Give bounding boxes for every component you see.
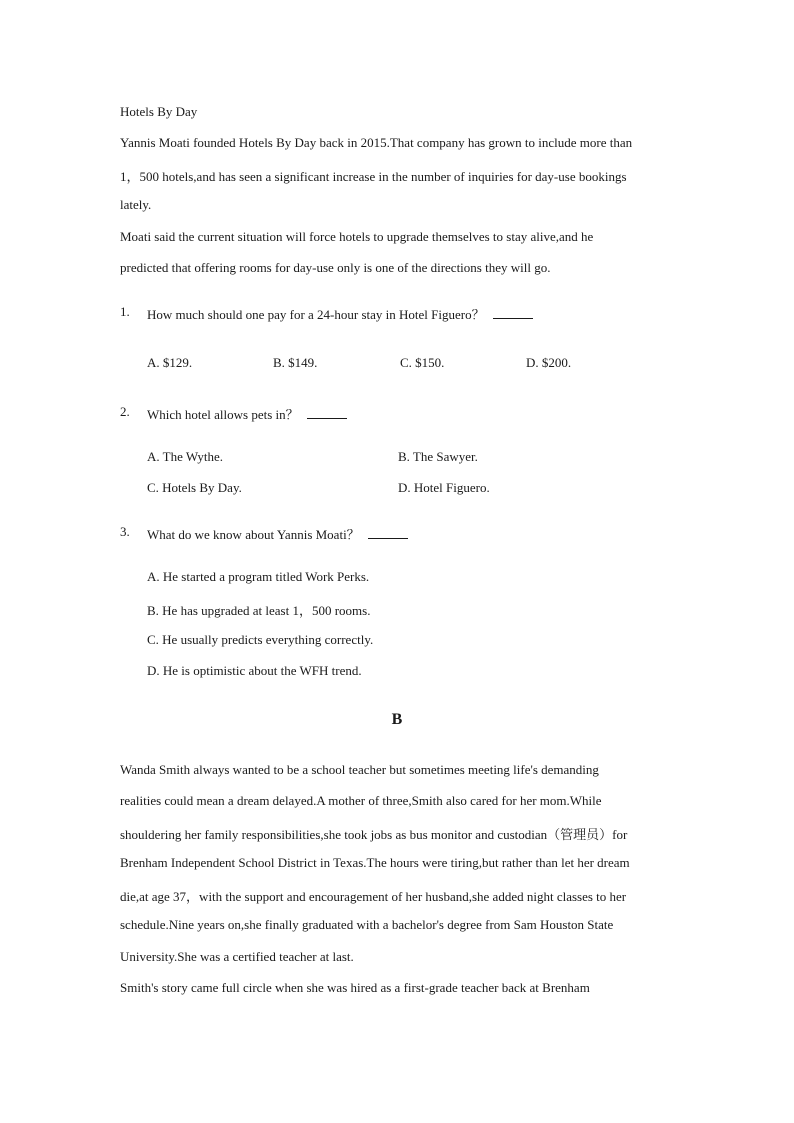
passage-a-line: lately. bbox=[120, 197, 152, 212]
passage-b-line: Smith's story came full circle when she was hired as a first-grade teacher back at Brenham bbox=[120, 980, 590, 995]
answer-option: B. He has upgraded at least 1，500 rooms. bbox=[147, 603, 371, 618]
answer-option: A. The Wythe. bbox=[147, 449, 224, 464]
passage-a-line: Moati said the current situation will force hotels to upgrade themselves to stay alive,and he bbox=[120, 229, 594, 244]
answer-option: C. He usually predicts everything correctly. bbox=[147, 632, 374, 647]
answer-blank bbox=[368, 528, 408, 539]
question-text bbox=[147, 524, 408, 543]
question-label: What do we know about Yannis Moati？ bbox=[147, 527, 360, 542]
passage-a-line: Yannis Moati founded Hotels By Day back in 2015.That company has grown to include more than bbox=[120, 135, 633, 150]
passage-b-line: realities could mean a dream delayed.A mother of three,Smith also cared for her mom.While bbox=[120, 793, 602, 808]
question-text bbox=[147, 404, 347, 423]
question-number: 2. bbox=[120, 404, 130, 419]
answer-option: B. $149. bbox=[273, 355, 318, 370]
section-heading: B bbox=[391, 711, 403, 728]
passage-b-line: University.She was a certified teacher at last. bbox=[120, 949, 354, 964]
answer-option: C. $150. bbox=[400, 355, 445, 370]
passage-b-line: Brenham Independent School District in Texas.The hours were tiring,but rather than let her dream bbox=[120, 855, 630, 870]
question-label: How much should one pay for a 24-hour stay in Hotel Figuero？ bbox=[147, 307, 485, 322]
question-label: Which hotel allows pets in？ bbox=[147, 407, 299, 422]
question-text bbox=[147, 304, 533, 323]
passage-title: Hotels By Day bbox=[120, 104, 198, 119]
question-number: 1. bbox=[120, 304, 130, 319]
question-number: 3. bbox=[120, 524, 130, 539]
answer-option: D. $200. bbox=[526, 355, 572, 370]
answer-option: C. Hotels By Day. bbox=[147, 480, 242, 495]
passage-b-line: schedule.Nine years on,she finally graduated with a bachelor's degree from Sam Houston State bbox=[120, 917, 614, 932]
passage-a-line: predicted that offering rooms for day-use only is one of the directions they will go. bbox=[120, 260, 551, 275]
answer-option: A. He started a program titled Work Perks. bbox=[147, 569, 370, 584]
answer-option: A. $129. bbox=[147, 355, 193, 370]
passage-b-line: Wanda Smith always wanted to be a school teacher but sometimes meeting life's demanding bbox=[120, 762, 599, 777]
passage-b-line: die,at age 37，with the support and encouragement of her husband,she added night classes to her bbox=[120, 889, 627, 904]
answer-option: D. He is optimistic about the WFH trend. bbox=[147, 663, 362, 678]
answer-blank bbox=[493, 308, 533, 319]
answer-option: D. Hotel Figuero. bbox=[398, 480, 490, 495]
passage-b-line: shouldering her family responsibilities,she took jobs as bus monitor and custodian（管理员）for bbox=[120, 827, 628, 842]
answer-blank bbox=[307, 408, 347, 419]
answer-option: B. The Sawyer. bbox=[398, 449, 478, 464]
passage-a-line: 1，500 hotels,and has seen a significant increase in the number of inquiries for day-use bookings bbox=[120, 169, 627, 184]
